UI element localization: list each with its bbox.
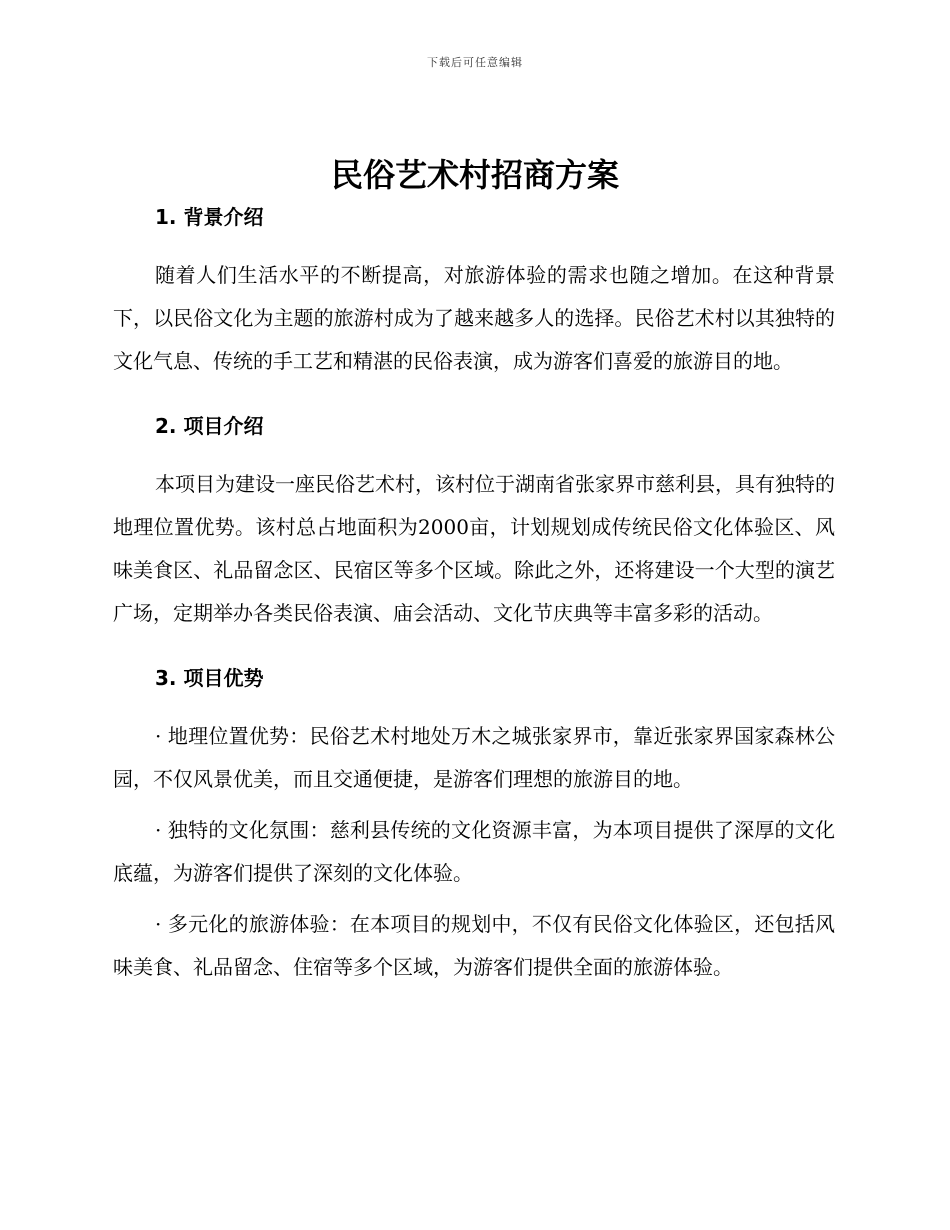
bullet-item: · 地理位置优势：民俗艺术村地处万木之城张家界市，靠近张家界国家森林公园，不仅风景优美，而且交通便捷，是游客们理想的旅游目的地。 [113,724,835,791]
paragraph: 本项目为建设一座民俗艺术村，该村位于湖南省张家界市慈利县，具有独特的地理位置优势。该村总占地面积为2000亩，计划规划成传统民俗文化体验区、风味美食区、礼品留念区、民宿区等多个区域。除此之外，还将建设一个大型的演艺广场，定期举办各类民俗表演、庙会活动、文化节庆典等丰富多彩的活动。 [113,472,835,625]
paragraph: 随着人们生活水平的不断提高，对旅游体验的需求也随之增加。在这种背景下，以民俗文化为主题的旅游村成为了越来越多人的选择。民俗艺术村以其独特的文化气息、传统的手工艺和精湛的民俗表演，成为游客们喜爱的旅游目的地。 [113,263,835,373]
bullet-item: · 独特的文化氛围：慈利县传统的文化资源丰富，为本项目提供了深厚的文化底蕴，为游客们提供了深刻的文化体验。 [113,818,835,885]
section-project-intro [113,409,835,635]
section-heading: 2. 项目介绍 [155,414,264,438]
document-title: 民俗艺术村招商方案 [330,156,619,194]
document-body [113,200,835,997]
section-project-advantages [113,661,835,989]
section-background [113,200,835,383]
header-note: 下载后可任意编辑 [427,56,523,69]
bullet-item: · 多元化的旅游体验：在本项目的规划中，不仅有民俗文化体验区，还包括风味美食、礼品留念、住宿等多个区域，为游客们提供全面的旅游体验。 [113,912,835,979]
section-heading: 1. 背景介绍 [155,205,264,229]
section-heading: 3. 项目优势 [155,666,264,690]
